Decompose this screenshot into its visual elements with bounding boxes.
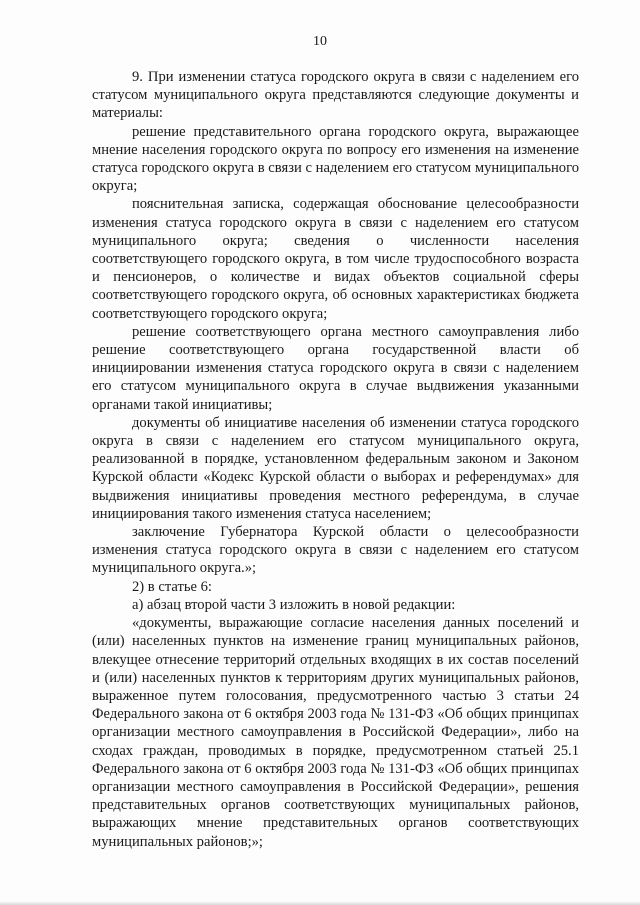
paragraph-explanatory-note: пояснительная записка, содержащая обоснование целесообразности изменения статуса городского округа в связи с наделением его статусом муниципального округа; сведения о численности населения соответствующего городского округа, в том числе трудоспособного возраста и пенсионеров, о количестве и видах объектов социальной сферы соответствующего городского округа, об основных характеристиках бюджета соответствующего городского округа; [92, 196, 579, 322]
paragraph-population-initiative: документы об инициативе населения об изменении статуса городского округа в связи с наделением его статусом муниципального округа, реализованной в порядке, установленном федеральным законом и Законом Курской области «Кодекс Курской области о выборах и референдумах» для выдвижения инициативы проведения местного референдума, в случае инициирования такого изменения статуса населением; [92, 414, 579, 522]
page-bottom-edge [0, 901, 640, 905]
paragraph-governor-conclusion: заключение Губернатора Курской области о целесообразности изменения статуса городского округа в связи с наделением его статусом муниципального округа.»; [92, 524, 579, 577]
page-number: 10 [313, 34, 327, 49]
paragraph-authority-decision: решение соответствующего органа местного самоуправления либо решение соответствующего органа государственной власти об инициировании изменения статуса городского округа в связи с наделением его статусом муниципального округа в случае выдвижения указанными органами такой инициативы; [92, 323, 579, 413]
paragraph-article-6: 2) в статье 6: [132, 578, 212, 595]
paragraph-item-9: 9. При изменении статуса городского округа в связи с наделением его статусом муниципального округа представляются следующие документы и материалы: [92, 69, 579, 122]
paragraph-new-wording: «документы, выражающие согласие населения данных поселений и (или) населенных пунктов на изменение границ муниципальных районов, влекущее отнесение территорий отдельных входящих в их состав поселений и (или) населенных пунктов к территориям других муниципальных районов, выраженное путем голосования, предусмотренного частью 3 статьи 24 Федерального закона от 6 октября 2003 года № 131-ФЗ «Об общих принципах организации местного самоуправления в Российской Федерации», либо на сходах граждан, проводимых в порядке, предусмотренном статьей 25.1 Федерального закона от 6 октября 2003 года № 131-ФЗ «Об общих принципах организации местного самоуправления в Российской Федерации», решения представительных органов соответствующих муниципальных районов, выражающих мнение представительных органов соответствующих муниципальных районов;»; [92, 615, 579, 850]
paragraph-representative-decision: решение представительного органа городского округа, выражающее мнение населения городского округа по вопросу его изменения на изменение статуса городского округа в связи с наделением его статусом муниципального округа; [92, 123, 579, 195]
paragraph-subpoint-a: а) абзац второй части 3 изложить в новой редакции: [132, 596, 456, 613]
document-body [92, 68, 579, 851]
